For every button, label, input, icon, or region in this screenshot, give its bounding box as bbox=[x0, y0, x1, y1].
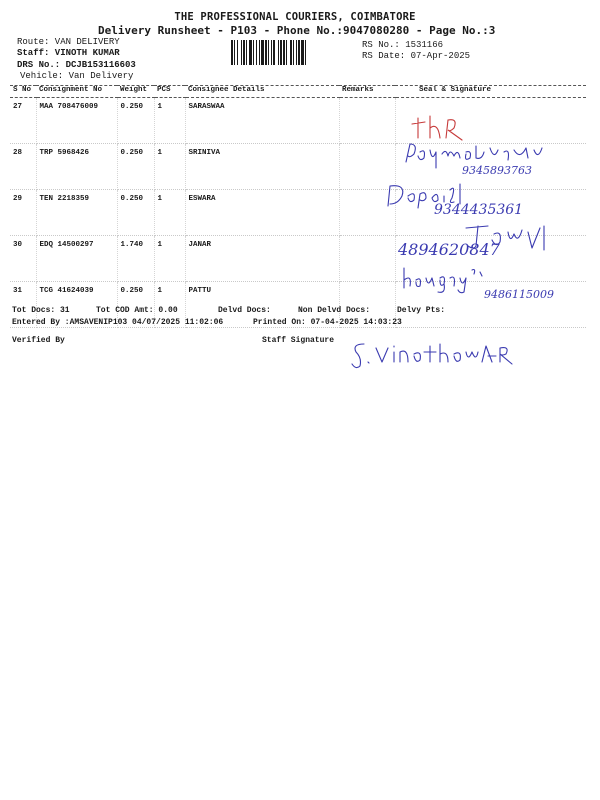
cell-consignee: ESWARA bbox=[185, 190, 339, 236]
cell-pcs: 1 bbox=[154, 98, 185, 144]
cell-signature bbox=[395, 98, 586, 144]
row30-phone-handwritten: 4894620847 bbox=[398, 240, 500, 259]
vehicle-label: Vehicle: Van Delivery bbox=[20, 71, 134, 81]
delivered-docs: Delvd Docs: bbox=[218, 306, 271, 315]
total-docs: Tot Docs: 31 bbox=[12, 306, 70, 315]
barcode-bar bbox=[268, 40, 269, 65]
cell-pcs: 1 bbox=[154, 190, 185, 236]
barcode-bar bbox=[246, 40, 247, 65]
barcode-bar bbox=[256, 40, 257, 65]
rs-number: RS No.: 1531166 bbox=[362, 40, 444, 50]
runsheet-title: Delivery Runsheet - P103 - Phone No.:9047080280 - Page No.:3 bbox=[98, 24, 496, 37]
table-header-row bbox=[10, 86, 586, 98]
barcode-bar bbox=[280, 40, 282, 65]
barcode-bar bbox=[237, 40, 238, 65]
cell-consignment: TEN 2218359 bbox=[36, 190, 117, 236]
header-pcs: PCS bbox=[154, 86, 185, 98]
barcode-bar bbox=[290, 40, 292, 65]
total-cod-amount: Tot COD Amt: 0.00 bbox=[96, 306, 178, 315]
barcode-bar bbox=[283, 40, 285, 65]
cell-sno: 29 bbox=[10, 190, 36, 236]
barcode-bar bbox=[286, 40, 287, 65]
header-consignment: Consignment No bbox=[36, 86, 117, 98]
barcode-bar bbox=[293, 40, 294, 65]
non-delivered-docs: Non Delvd Docs: bbox=[298, 306, 371, 315]
cell-sno: 31 bbox=[10, 282, 36, 328]
staff-label: Staff: VINOTH KUMAR bbox=[17, 48, 120, 58]
cell-weight: 0.250 bbox=[117, 98, 154, 144]
cell-consignee: JANAR bbox=[185, 236, 339, 282]
cell-weight: 0.250 bbox=[117, 144, 154, 190]
verified-by-label: Verified By bbox=[12, 336, 65, 345]
staff-signature-scribble bbox=[350, 338, 520, 372]
cell-weight: 0.250 bbox=[117, 282, 154, 328]
cell-consignee: SARASWAA bbox=[185, 98, 339, 144]
barcode-bar bbox=[261, 40, 264, 65]
drs-number: DRS No.: DCJB153116603 bbox=[17, 60, 136, 70]
barcode-bar bbox=[243, 40, 245, 65]
barcode-bar bbox=[305, 40, 306, 65]
cell-consignment: EDQ 14500297 bbox=[36, 236, 117, 282]
entered-by: Entered By :AMSAVENIP103 04/07/2025 11:02:06 bbox=[12, 318, 224, 327]
cell-weight: 1.740 bbox=[117, 236, 154, 282]
table-row bbox=[10, 98, 586, 144]
cell-pcs: 1 bbox=[154, 282, 185, 328]
header-weight: Weight bbox=[117, 86, 154, 98]
printed-on: Printed On: 07-04-2025 14:03:23 bbox=[253, 318, 402, 327]
rs-date: RS Date: 07-Apr-2025 bbox=[362, 51, 471, 61]
cell-pcs: 1 bbox=[154, 236, 185, 282]
barcode-bar bbox=[249, 40, 252, 65]
header-sno: S No bbox=[10, 86, 36, 98]
cell-remarks bbox=[339, 236, 395, 282]
header-remarks: Remarks bbox=[339, 86, 395, 98]
header-seal-signature: Seal & Signature bbox=[395, 86, 586, 98]
header-consignee: Consignee Details bbox=[185, 86, 339, 98]
cell-sno: 27 bbox=[10, 98, 36, 144]
row31-phone-handwritten: 9486115009 bbox=[484, 288, 554, 301]
barcode-bar bbox=[231, 40, 233, 65]
cell-pcs: 1 bbox=[154, 144, 185, 190]
barcode-bar bbox=[234, 40, 235, 65]
barcode-image bbox=[231, 40, 357, 65]
route-label: Route: VAN DELIVERY bbox=[17, 37, 120, 47]
delivery-points: Delvy Pts: bbox=[397, 306, 446, 315]
cell-remarks bbox=[339, 144, 395, 190]
barcode-bar bbox=[278, 40, 279, 65]
barcode-bar bbox=[253, 40, 254, 65]
barcode-bar bbox=[265, 40, 267, 65]
barcode-bar bbox=[259, 40, 260, 65]
cell-sno: 30 bbox=[10, 236, 36, 282]
barcode-bar bbox=[271, 40, 272, 65]
barcode-bar bbox=[298, 40, 300, 65]
cell-consignment: MAA 708476009 bbox=[36, 98, 117, 144]
cell-remarks bbox=[339, 98, 395, 144]
company-name: THE PROFESSIONAL COURIERS, COIMBATORE bbox=[174, 11, 416, 23]
barcode-bar bbox=[273, 40, 275, 65]
staff-signature-label: Staff Signature bbox=[262, 336, 335, 345]
cell-sno: 28 bbox=[10, 144, 36, 190]
row29-phone-handwritten: 9344435361 bbox=[434, 202, 524, 218]
barcode-bar bbox=[296, 40, 297, 65]
barcode-bar bbox=[241, 40, 242, 65]
cell-consignee: PATTU bbox=[185, 282, 339, 328]
cell-consignment: TCG 41624039 bbox=[36, 282, 117, 328]
cell-weight: 0.250 bbox=[117, 190, 154, 236]
cell-consignee: SRINIVA bbox=[185, 144, 339, 190]
cell-consignment: TRP 5968426 bbox=[36, 144, 117, 190]
cell-remarks bbox=[339, 190, 395, 236]
barcode-bar bbox=[301, 40, 304, 65]
row28-phone-handwritten: 9345893763 bbox=[462, 164, 532, 177]
